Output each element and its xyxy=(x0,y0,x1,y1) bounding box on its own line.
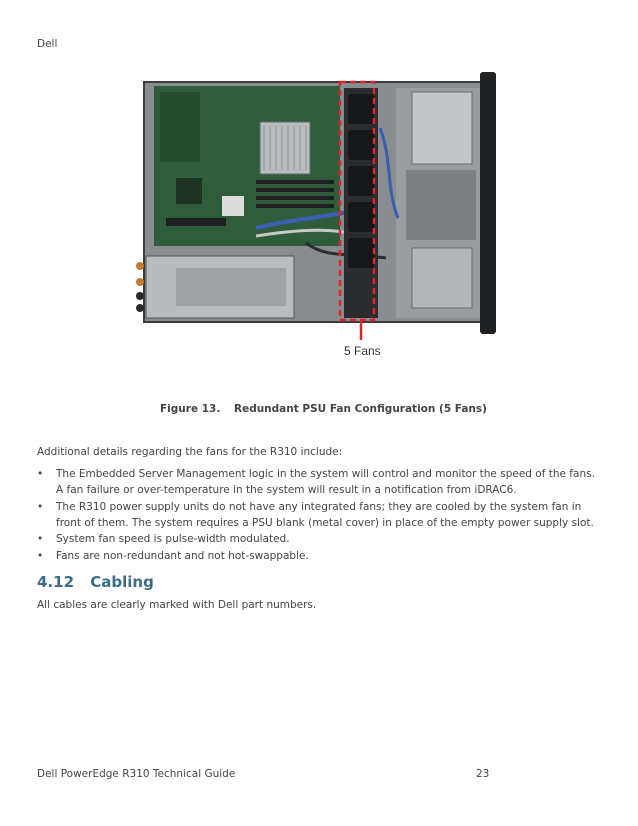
bullet-glyph: • xyxy=(37,500,44,513)
list-item xyxy=(37,499,603,531)
bullet-glyph: • xyxy=(37,549,44,562)
list-item-text: System fan speed is pulse-width modulated. xyxy=(56,533,290,545)
caption-number: Figure 13. xyxy=(160,403,221,415)
figure-annotation: 5 Fans xyxy=(344,344,381,358)
page-header: Dell xyxy=(37,38,58,50)
list-item-text: Fans are non-redundant and not hot-swappable. xyxy=(56,549,309,562)
server-chassis-image xyxy=(136,68,498,340)
section-heading xyxy=(37,573,154,591)
page-number: 23 xyxy=(476,768,490,780)
footer-title: Dell PowerEdge R310 Technical Guide xyxy=(37,768,236,780)
list-item xyxy=(37,531,603,547)
section-body: All cables are clearly marked with Dell part numbers. xyxy=(37,599,317,611)
list-item xyxy=(37,466,603,498)
section-title: Cabling xyxy=(90,573,154,591)
intro-paragraph: Additional details regarding the fans for the R310 include: xyxy=(37,446,343,458)
list-item xyxy=(37,548,603,564)
bullet-glyph: • xyxy=(37,468,44,480)
list-item-text: The Embedded Server Management logic in the system will control and monitor the speed of the fans. A fan failure or over-temperature in the system will result in a notification from iDRAC6. xyxy=(56,468,595,496)
list-item-text: The R310 power supply units do not have any integrated fans; they are cooled by the system fan in front of them. The system requires a PSU blank (metal cover) in place of the empty power supply slot. xyxy=(56,500,594,529)
bullet-glyph: • xyxy=(37,533,44,545)
server-figure xyxy=(136,68,498,340)
figure-caption xyxy=(160,403,487,415)
caption-title: Redundant PSU Fan Configuration (5 Fans) xyxy=(233,403,487,415)
fan-details-list xyxy=(37,466,603,564)
section-number: 4.12 xyxy=(37,573,75,591)
